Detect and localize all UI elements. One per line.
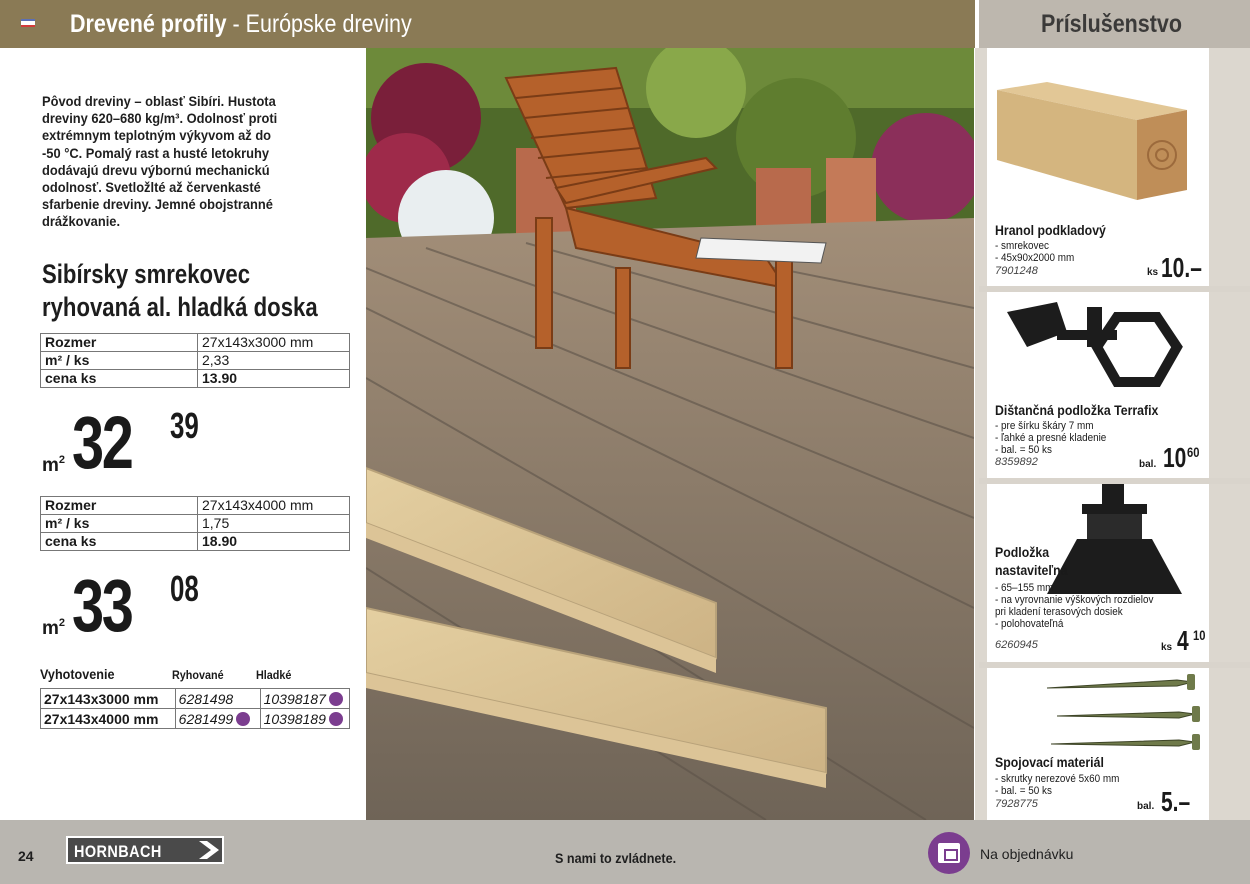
spec-key: m² / ks — [41, 352, 198, 370]
variant-code: 10398187 — [263, 690, 326, 707]
spec-key: cena ks — [41, 533, 198, 551]
description-line: sfarbenie dreviny. Jemné obojstranné — [42, 196, 273, 213]
price-cents: 39 — [170, 405, 199, 446]
accessory-line: - bal. = 50 ks — [995, 444, 1052, 456]
spec-row — [41, 352, 350, 370]
accessory-card-podlozka — [987, 484, 1209, 662]
spec-table-4000 — [40, 496, 350, 551]
section-title-bar — [58, 0, 975, 48]
description-line: -50 °C. Pomalý rast a husté letokruhy — [42, 144, 270, 161]
terrace-illustration — [366, 48, 974, 820]
variant-code-cell — [260, 689, 349, 709]
spec-row — [41, 370, 350, 388]
accessory-line: - skrutky nerezové 5x60 mm — [995, 773, 1120, 785]
price-cents: 10 — [1193, 627, 1206, 643]
screws-icon — [987, 668, 1209, 758]
order-label: Na objednávku — [980, 846, 1074, 862]
accessories-strip-right — [1209, 48, 1250, 820]
description-line: Pôvod dreviny – oblasť Sibíri. Hustota — [42, 93, 276, 109]
accessory-line: - smrekovec — [995, 240, 1049, 252]
slogan: S nami to zvládnete. — [555, 850, 677, 866]
page-header — [0, 0, 1250, 48]
section-title — [70, 10, 412, 39]
price-main: 10 — [1163, 442, 1187, 473]
price-unit-text: m — [42, 618, 59, 639]
accessory-title: Dištančná podložka Terrafix — [995, 402, 1159, 418]
variant-code: 6281498 — [178, 690, 234, 707]
variant-name: 27x143x3000 mm — [41, 689, 176, 709]
order-icon — [236, 712, 250, 726]
spec-value: 2,33 — [198, 352, 350, 370]
accessories-title: Príslušenstvo — [1041, 10, 1182, 38]
price-main: 10.– — [1161, 252, 1202, 283]
accessories-strip-left — [975, 48, 987, 820]
order-icon — [329, 712, 343, 726]
accessory-card-terrafix — [987, 292, 1209, 478]
price-unit: ks — [1161, 642, 1173, 653]
beam-icon — [987, 80, 1209, 220]
accessory-line: - 45x90x2000 mm — [995, 252, 1075, 264]
spec-key: Rozmer — [41, 497, 198, 515]
terrace-photo — [366, 48, 974, 820]
accessory-line: - ľahké a presné kladenie — [995, 432, 1107, 444]
spec-key: cena ks — [41, 370, 198, 388]
price-unit: bal. — [1139, 459, 1157, 470]
variants-col-hladke: Hladké — [256, 668, 292, 682]
accessory-line: - na vyrovnanie výškových rozdielov — [995, 594, 1154, 606]
variant-code-cell — [175, 709, 260, 729]
price-unit: ks — [1147, 267, 1159, 278]
variants-col-ryhovane: Ryhované — [172, 668, 224, 682]
page-footer — [0, 820, 1250, 884]
accessories-title-bar — [979, 0, 1250, 48]
order-icon — [329, 692, 343, 706]
description-line: dodávajú drevu výbornú mechanickú — [42, 161, 270, 178]
accessory-code: 6260945 — [995, 639, 1038, 651]
product-title-line: ryhovaná al. hladká doska — [42, 292, 318, 322]
price-main: 33 — [72, 564, 132, 647]
spec-value: 13.90 — [198, 370, 350, 388]
spec-table-3000 — [40, 333, 350, 388]
spec-row — [41, 497, 350, 515]
brand-name: HORNBACH — [74, 842, 162, 861]
accessory-code: 7928775 — [995, 798, 1038, 810]
price-main: 32 — [72, 401, 132, 484]
accessory-line: - pre šírku škáry 7 mm — [995, 420, 1094, 432]
variants-header — [40, 666, 350, 686]
variants-label: Vyhotovenie — [40, 666, 115, 682]
description-line: extrémnym teplotným výkyvom až do — [42, 127, 272, 144]
variants-table — [40, 688, 350, 729]
variants-block — [40, 666, 350, 729]
variant-name: 27x143x4000 mm — [41, 709, 176, 729]
section-title-rest: - Európske dreviny — [226, 10, 412, 38]
accessory-code: 8359892 — [995, 456, 1038, 468]
price-unit-text: m — [42, 455, 59, 476]
variant-code-cell — [175, 689, 260, 709]
product-description — [42, 93, 327, 231]
table-row — [41, 689, 350, 709]
product-title — [42, 258, 318, 324]
accessory-line: - polohovateľná — [995, 618, 1064, 630]
page-number: 24 — [18, 848, 34, 864]
price-cents: 08 — [170, 568, 199, 609]
description-line: odolnosť. Svetložlté až červenkasté — [42, 179, 261, 196]
spec-value: 27x143x3000 mm — [198, 334, 350, 352]
section-title-bold: Drevené profily — [70, 10, 227, 38]
price-unit — [42, 454, 65, 477]
brand-mark-icon — [199, 841, 219, 859]
price-unit: bal. — [1137, 801, 1155, 812]
accessory-card-spojovaci — [987, 668, 1209, 818]
brand-logo — [66, 836, 224, 864]
accessory-line: - 65–155 mm — [995, 582, 1054, 594]
accessory-line: - bal. = 50 ks — [995, 785, 1052, 797]
accessory-title: Spojovací materiál — [995, 754, 1104, 770]
accessory-title: Podložka — [995, 544, 1050, 560]
spec-value: 27x143x4000 mm — [198, 497, 350, 515]
accessory-line: pri kladení terasových dosiek — [995, 606, 1123, 618]
spec-value: 1,75 — [198, 515, 350, 533]
spec-row — [41, 515, 350, 533]
price-cents: 60 — [1187, 444, 1200, 460]
price-main: 4 — [1177, 625, 1189, 656]
price-unit — [42, 617, 65, 640]
spec-key: Rozmer — [41, 334, 198, 352]
spec-key: m² / ks — [41, 515, 198, 533]
price-main: 5.– — [1161, 786, 1191, 817]
spec-row — [41, 334, 350, 352]
accessory-card-hranol — [987, 80, 1209, 286]
order-icon — [928, 832, 970, 874]
description-line: drážkovanie. — [42, 213, 121, 230]
table-row — [41, 709, 350, 729]
price-unit-sup: 2 — [58, 454, 66, 466]
description-line: dreviny 620–680 kg/m³. Odolnosť proti — [42, 110, 278, 127]
country-flag-icon — [0, 0, 58, 48]
spec-row — [41, 533, 350, 551]
price-unit-sup: 2 — [58, 617, 66, 629]
variant-code: 10398189 — [263, 710, 326, 727]
spec-value: 18.90 — [198, 533, 350, 551]
variant-code-cell — [260, 709, 349, 729]
variant-code: 6281499 — [178, 710, 234, 727]
accessory-title-2: nastaviteľná — [995, 562, 1068, 578]
product-title-line: Sibírsky smrekovec — [42, 259, 251, 289]
accessory-code: 7901248 — [995, 265, 1038, 277]
spacer-pad-icon — [987, 292, 1209, 402]
accessory-title: Hranol podkladový — [995, 222, 1106, 238]
